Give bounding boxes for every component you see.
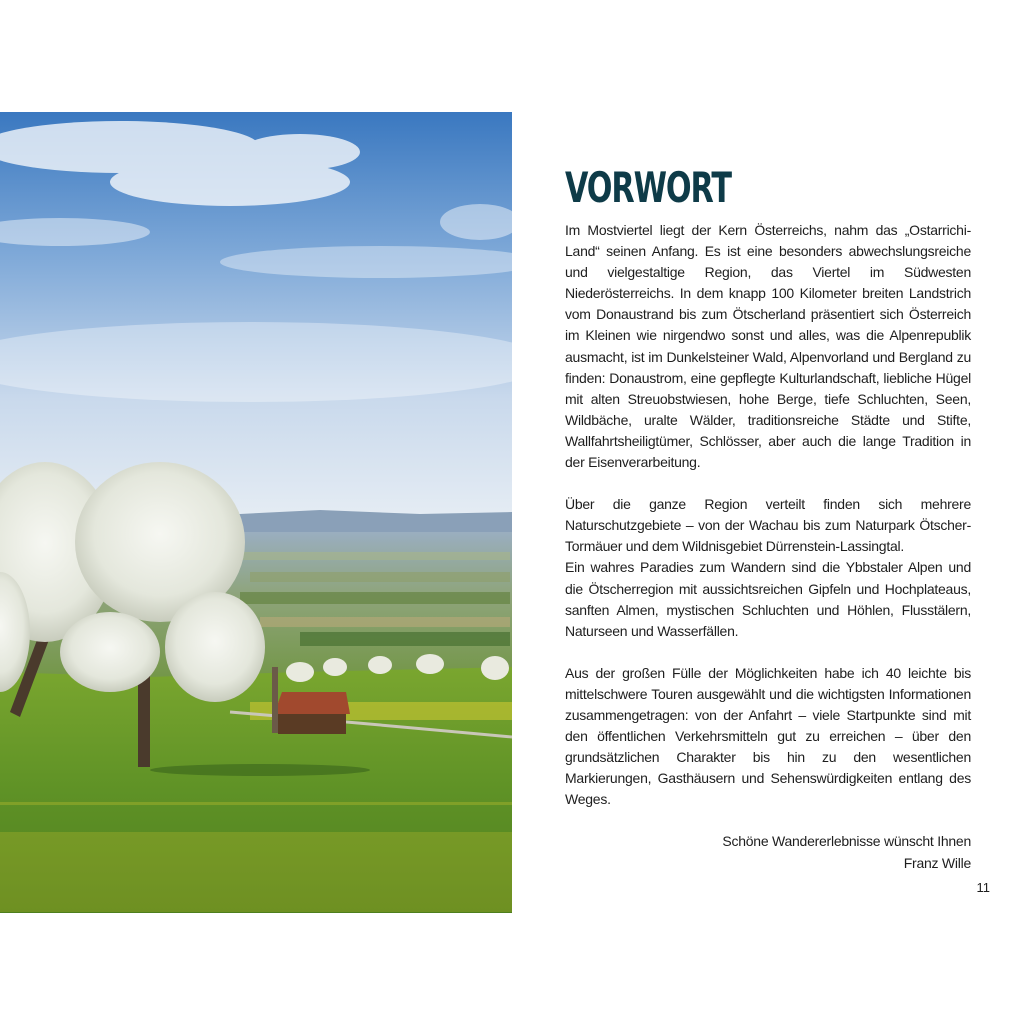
foreword-body <box>565 220 971 810</box>
closing-line: Schöne Wandererlebnisse wünscht Ihnen <box>722 833 971 850</box>
landscape-illustration <box>0 112 512 913</box>
paragraph-text: Über die ganze Region verteilt finden sich mehrere Naturschutzgebiete – von der Wachau bis zum Naturpark Ötscher-Tormäuer und dem Wildnisgebiet Dürrenstein-Lassingtal. <box>565 496 971 555</box>
text-column <box>565 160 971 874</box>
author-name: Franz Wille <box>903 854 971 871</box>
landscape-photo <box>0 112 512 913</box>
paragraph-3 <box>565 663 971 811</box>
paragraph-1 <box>565 220 971 473</box>
paragraph-text: Aus der großen Fülle der Möglichkeiten habe ich 40 leichte bis mittelschwere Touren ausgewählt und die wichtigsten Informationen zusammengetragen: von der Anfahrt – viele Startpunkte sind mit den öffentlichen Verkehrsmitteln gut zu erreichen – über den grundsätzlichen Charakter bis hin zu den wesentlichen Markierungen, Gasthäusern und Sehenswürdigkeiten entlang des Weges. <box>565 664 971 808</box>
page-number: 11 <box>976 880 990 895</box>
paragraph-2 <box>565 494 971 642</box>
signoff <box>565 831 971 873</box>
paragraph-text: Ein wahres Paradies zum Wandern sind die Ybbstaler Alpen und die Ötscherregion mit aussichtsreichen Gipfeln und Hochplateaus, sanften Almen, mystischen Schluchten und Höhlen, Flusstälern, Naturseen und Wasserfällen. <box>565 559 971 639</box>
paragraph-text: Im Mostviertel liegt der Kern Österreichs, nahm das „Ostarrichi-Land“ seinen Anfang. Es ist eine besonders abwechslungsreiche und vielgestaltige Region, das Viertel im Südwesten Niederösterreichs. In dem knapp 100 Kilometer breiten Landstrich vom Donaustrand bis zum Ötscherland präsentiert sich Österreich im Kleinen wie nirgendwo sonst und alles, was die Alpenrepublik ausmacht, ist im Dunkelsteiner Wald, Alpenvorland und Bergland zu finden: Donaustrom, eine gepflegte Kulturlandschaft, liebliche Hügel mit alten Streuobstwiesen, hohe Berge, tiefe Schluchten, Seen, Wildbäche, uralte Wälder, traditionsreiche Städte und Stifte, Wallfahrtsheiligtümer, Schlösser, aber auch die lange Tradition in der Eisenverarbeitung. <box>565 222 971 471</box>
page-title: VORWORT <box>565 163 731 212</box>
